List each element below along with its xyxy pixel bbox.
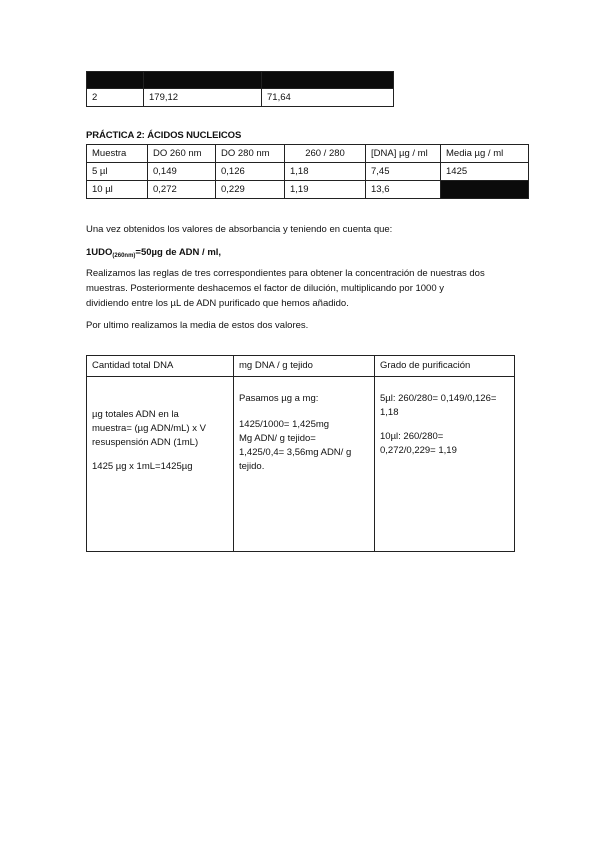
cell-line: 1,425/0,4= 3,56mg ADN/ g bbox=[239, 447, 352, 458]
top-results-table bbox=[86, 71, 394, 107]
formula-line bbox=[86, 245, 221, 264]
table-cell: 71,64 bbox=[262, 89, 394, 107]
table-cell bbox=[262, 72, 394, 89]
cell-line: 10µl: 260/280= bbox=[380, 431, 444, 442]
cell-line: tejido. bbox=[239, 461, 265, 472]
cell-line: Mg ADN/ g tejido= bbox=[239, 433, 316, 444]
formula-subscript: (260nm) bbox=[112, 253, 136, 259]
paragraph-line: Realizamos las reglas de tres correspondientes para obtener la concentración de nuestras dos bbox=[86, 268, 485, 279]
section-heading: PRÁCTICA 2: ÁCIDOS NUCLEICOS bbox=[86, 130, 242, 141]
table-cell: 1425 bbox=[441, 163, 529, 181]
conclusion-paragraph: Por ultimo realizamos la media de estos dos valores. bbox=[86, 320, 309, 331]
column-header: Cantidad total DNA bbox=[87, 356, 234, 377]
table-cell: 5 µl bbox=[87, 163, 148, 181]
formula-main: 1UDO bbox=[86, 247, 113, 258]
cell-line: muestra= (µg ADN/mL) x V bbox=[92, 423, 206, 434]
table-cell: 13,6 bbox=[366, 181, 441, 199]
table-cell: 2 bbox=[87, 89, 144, 107]
table-cell: 0,149 bbox=[148, 163, 216, 181]
column-header: Grado de purificación bbox=[375, 356, 515, 377]
table-row bbox=[87, 72, 394, 89]
table-cell bbox=[87, 72, 144, 89]
formula-rest: =50µg de ADN / ml, bbox=[135, 247, 222, 258]
column-header: [DNA] µg / ml bbox=[366, 145, 441, 163]
cell-line: 5µl: 260/280= 0,149/0,126= bbox=[380, 393, 497, 404]
purification-cell bbox=[375, 377, 515, 552]
absorbance-table bbox=[86, 144, 529, 199]
cell-line: 1425/1000= 1,425mg bbox=[239, 419, 330, 430]
cell-line: 1,18 bbox=[380, 407, 399, 418]
paragraph-line: muestras. Posteriormente deshacemos el factor de dilución, multiplicando por 1000 y bbox=[86, 283, 445, 294]
table-cell: 0,126 bbox=[216, 163, 285, 181]
total-dna-cell bbox=[87, 377, 234, 552]
cell-line: Pasamos µg a mg: bbox=[239, 393, 319, 404]
table-cell: 179,12 bbox=[144, 89, 262, 107]
method-paragraph bbox=[86, 266, 526, 311]
cell-line: resuspensión ADN (1mL) bbox=[92, 437, 199, 448]
column-header: mg DNA / g tejido bbox=[234, 356, 375, 377]
cell-line: 0,272/0,229= 1,19 bbox=[380, 445, 457, 456]
table-cell: 7,45 bbox=[366, 163, 441, 181]
intro-paragraph: Una vez obtenidos los valores de absorbancia y teniendo en cuenta que: bbox=[86, 224, 393, 235]
table-header-row bbox=[87, 356, 515, 377]
cell-line: µg totales ADN en la bbox=[92, 409, 179, 420]
paragraph-line: dividiendo entre los µL de ADN purificado que hemos añadido. bbox=[86, 298, 349, 309]
table-row bbox=[87, 181, 529, 199]
column-header: DO 280 nm bbox=[216, 145, 285, 163]
column-header: DO 260 nm bbox=[148, 145, 216, 163]
table-cell: 0,229 bbox=[216, 181, 285, 199]
table-cell bbox=[144, 72, 262, 89]
column-header: 260 / 280 bbox=[285, 145, 366, 163]
table-cell bbox=[441, 181, 529, 199]
mg-per-g-cell bbox=[234, 377, 375, 552]
table-row bbox=[87, 89, 394, 107]
table-row bbox=[87, 163, 529, 181]
table-cell: 10 µl bbox=[87, 181, 148, 199]
table-header-row bbox=[87, 145, 529, 163]
column-header: Media µg / ml bbox=[441, 145, 529, 163]
cell-line: 1425 µg x 1mL=1425µg bbox=[92, 461, 193, 472]
table-cell: 0,272 bbox=[148, 181, 216, 199]
table-cell: 1,18 bbox=[285, 163, 366, 181]
table-row bbox=[87, 377, 515, 552]
table-cell: 1,19 bbox=[285, 181, 366, 199]
calculation-table bbox=[86, 355, 515, 552]
column-header: Muestra bbox=[87, 145, 148, 163]
